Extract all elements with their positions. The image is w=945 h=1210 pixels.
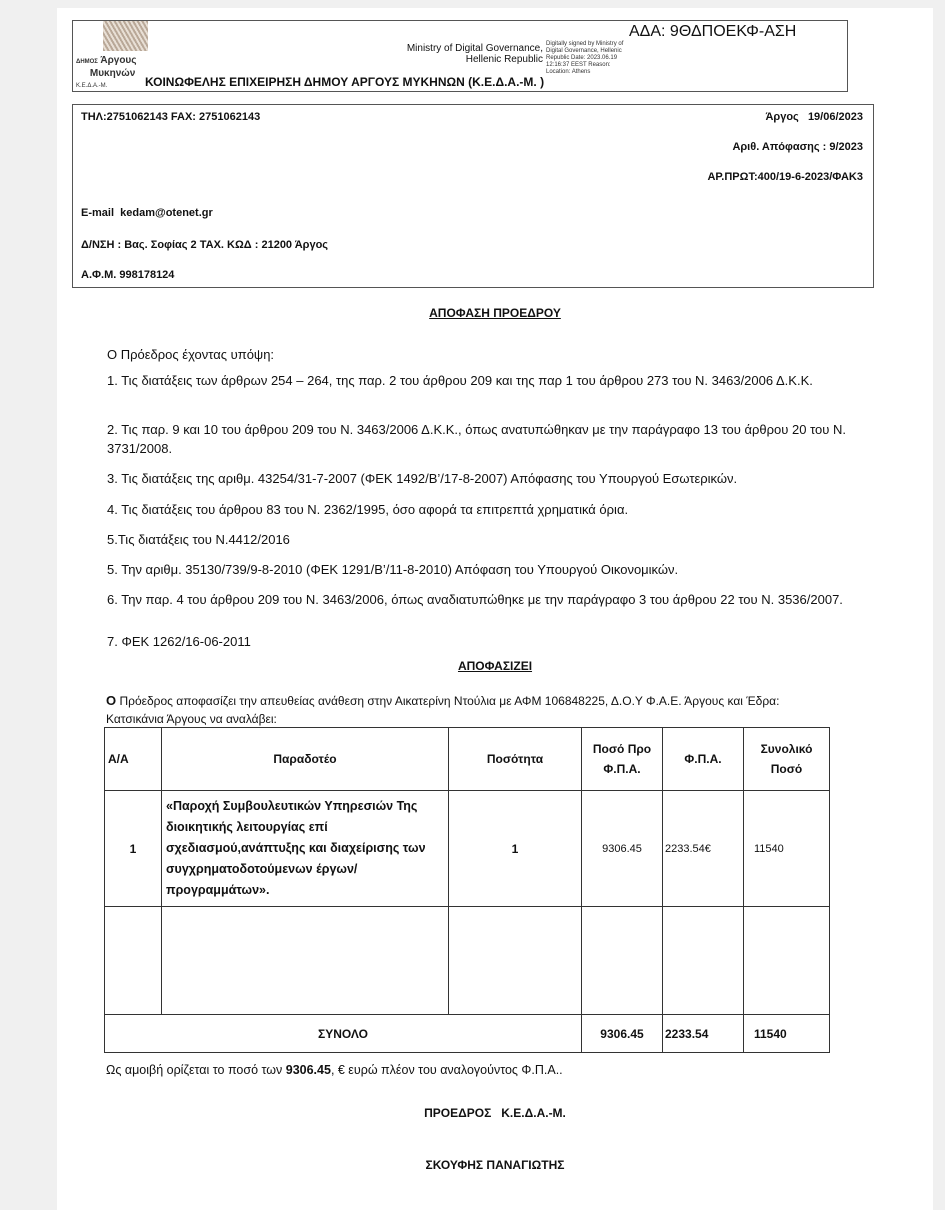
decision-text: Ο Πρόεδρος αποφασίζει την απευθείας ανάθεση στην Αικατερίνη Ντούλια με ΑΦΜ 106848225, Δ.Ο.Υ Φ.Α.Ε. Άργους και Έδρα: Κατσικάνια Άργους να αναλάβει:: [106, 693, 780, 726]
fee-statement: Ως αμοιβή ορίζεται το ποσό των 9306.45, € ευρώ πλέον του αναλογούντος Φ.Π.Α..: [106, 1063, 563, 1077]
table-total-row: [105, 1015, 830, 1053]
col-header: Ποσό Προ Φ.Π.Α.: [582, 728, 663, 791]
col-header: Ποσότητα: [449, 728, 582, 791]
digital-signature: Digitally signed by Ministry of Digital Governance, Hellenic Republic Date: 2023.06.19 12:16:37 EEST Reason: Location: Athens: [546, 41, 624, 75]
total-vat: 2233.54: [663, 1015, 744, 1053]
document-page: [57, 8, 933, 1210]
cell-aa: 1: [105, 791, 162, 907]
cell-quantity: 1: [449, 791, 582, 907]
table-row: [105, 791, 830, 907]
clause: 4. Τις διατάξεις του άρθρου 83 του Ν. 2362/1995, όσο αφορά τα επιτρεπτά χρηματικά όρια.: [107, 502, 629, 517]
letterhead: [72, 20, 848, 92]
cell-vat: 2233.54€: [663, 791, 744, 907]
clause: 2. Τις παρ. 9 και 10 του άρθρου 209 του Ν. 3463/2006 Δ.Κ.Κ., όπως ανατυπώθηκαν με την παράγραφο 13 του άρθρου 20 του Ν. 3731/2008.: [107, 422, 846, 456]
email: E-mail kedam@otenet.gr: [81, 207, 213, 219]
deliverables-table: [104, 727, 830, 1053]
total-label: ΣΥΝΟΛΟ: [105, 1015, 582, 1053]
protocol-number: ΑΡ.ΠΡΩΤ:400/19-6-2023/ΦΑΚ3: [707, 171, 863, 183]
contact-box: [72, 104, 874, 288]
col-header: Φ.Π.Α.: [663, 728, 744, 791]
clause: 7. ΦΕΚ 1262/16-06-2011: [107, 634, 251, 649]
ada-code: ΑΔΑ: 9ΘΔΠΟΕΚΦ-ΑΣΗ: [629, 23, 797, 40]
cell-total: 11540: [744, 791, 830, 907]
decision-title: ΑΠΟΦΑΣΗ ΠΡΟΕΔΡΟΥ: [429, 306, 561, 320]
intro: Ο Πρόεδρος έχοντας υπόψη:: [107, 347, 275, 362]
clause: 5. Την αριθμ. 35130/739/9-8-2010 (ΦΕΚ 1291/Β’/11-8-2010) Απόφαση του Υπουργού Οικονομικών.: [107, 562, 679, 577]
table-header-row: [105, 728, 830, 791]
clause: 1. Τις διατάξεις των άρθρων 254 – 264, της παρ. 2 του άρθρου 209 και της παρ 1 του άρθρου 273 του Ν. 3463/2006 Δ.Κ.Κ.: [107, 373, 813, 388]
decision-number: Αριθ. Απόφασης : 9/2023: [732, 141, 863, 153]
clause: 5.Τις διατάξεις του Ν.4412/2016: [107, 532, 290, 547]
digital-signer: Ministry of Digital Governance, Hellenic Republic: [406, 43, 543, 65]
col-header: Συνολικό Ποσό: [744, 728, 830, 791]
president-title: ΠΡΟΕΔΡΟΣ Κ.Ε.Δ.Α.-Μ.: [424, 1106, 566, 1120]
date: Άργος 19/06/2023: [765, 111, 863, 123]
table-row-empty: [105, 907, 830, 1015]
total-net: 9306.45: [582, 1015, 663, 1053]
phone-fax: ΤΗΛ:2751062143 FAX: 2751062143: [81, 111, 261, 123]
decides-heading: ΑΠΟΦΑΣΙΖΕΙ: [457, 659, 533, 673]
clause: 6. Την παρ. 4 του άρθρου 209 του Ν. 3463/2006, όπως αναδιατυπώθηκε με την παράγραφο 3 του άρθρου 22 του Ν. 3536/2007.: [107, 592, 843, 607]
cell-deliverable: «Παροχή Συμβουλευτικών Υπηρεσιών Της διοικητικής λειτουργίας επί σχεδιασμού,ανάπτυξης και διαχείρισης των συγχρηματοδοτούμενων έργων/προγραμμάτων».: [162, 791, 449, 907]
address: Δ/ΝΣΗ : Βας. Σοφίας 2 ΤΑΧ. ΚΩΔ : 21200 Άργος: [81, 239, 329, 251]
total-amount: 11540: [744, 1015, 830, 1053]
clause: 3. Τις διατάξεις της αριθμ. 43254/31-7-2007 (ΦΕΚ 1492/Β’/17-8-2007) Απόφασης του Υπουργού Εσωτερικών.: [107, 471, 738, 486]
organization-name: ΚΟΙΝΩΦΕΛΗΣ ΕΠΙΧΕΙΡΗΣΗ ΔΗΜΟΥ ΑΡΓΟΥΣ ΜΥΚΗΝΩΝ (Κ.Ε.Δ.Α.-Μ. ): [145, 75, 545, 89]
logo-text: ΔΗΜΟΣ Άργους Μυκηνών Κ.Ε.Δ.Α.-Μ.: [76, 55, 137, 89]
president-name: ΣΚΟΥΦΗΣ ΠΑΝΑΓΙΩΤΗΣ: [425, 1158, 565, 1172]
cell-net: 9306.45: [582, 791, 663, 907]
tax-id: Α.Φ.Μ. 998178124: [81, 269, 175, 281]
col-header: Παραδοτέο: [162, 728, 449, 791]
col-header: Α/Α: [105, 728, 162, 791]
municipality-logo: [103, 21, 148, 51]
